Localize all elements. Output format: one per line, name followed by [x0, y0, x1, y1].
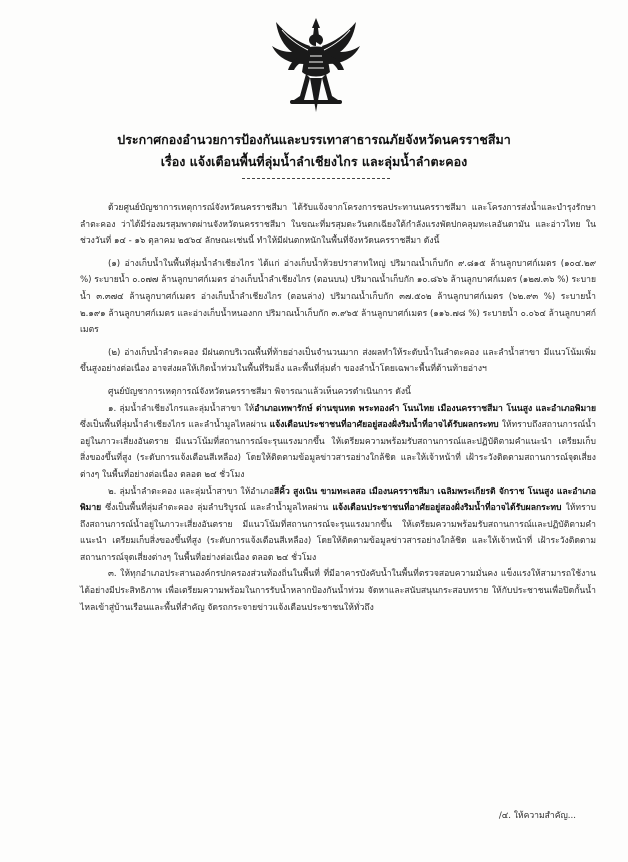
action-2-warning: แจ้งเตือนประชาชนที่อาศัยอยู่สองฝั่งริมน้ำที่อาจได้รับผลกระทบ	[332, 503, 562, 514]
action-2-lead: ๒. ลุ่มน้ำลำตะคอง และลุ่มน้ำสาขา ให้อำเภอ	[108, 486, 274, 497]
action-1-rest: ให้ทราบถึงสถานการณ์น้ำอยู่ในภาวะเสี่ยงอันตราย มีแนวโน้มที่สถานการณ์จะรุนแรงมากขึ้น ให้เตรียมความพร้อมรับสถานการณ์และปฏิบัติตามคำแนะนำ เตรียมเก็บสิ่งของขึ้นที่สูง (ระดับการแจ้งเตือนสีเหลือง) โดยให้ติดตามข้อมูลข่าวสารอย่างใกล้ชิด และให้เจ้าหน้าที่ เฝ้าระวังติดตามสถานการณ์จุดเสี่ยงต่างๆ ในพื้นที่อย่างต่อเนื่อง ตลอด ๒๔ ชั่วโมง	[80, 420, 596, 480]
action-2-mid: ซึ่งเป็นพื้นที่ลุ่มลำตะคอง ลุ่มลำบริบูรณ์ และลำน้ำมูลไหลผ่าน	[101, 503, 333, 514]
action-1-areas: อำเภอเทพารักษ์ ด่านขุนทด พระทองคำ โนนไทย เมืองนครราชสีมา โนนสูง และอำเภอพิมาย	[254, 403, 597, 414]
action-1-lead: ๑. ลุ่มน้ำลำเชียงไกรและลุ่มน้ำสาขา ให้	[108, 403, 255, 414]
continued-note: /๔. ให้ความสำคัญ...	[498, 811, 576, 821]
center-intro-paragraph: ศูนย์บัญชาการเหตุการณ์จังหวัดนครราชสีมา พิจารณาแล้วเห็นควรดำเนินการ ดังนี้	[108, 386, 411, 397]
document-body	[80, 200, 596, 616]
title-divider	[242, 178, 390, 179]
action-1-warning: แจ้งเตือนประชาชนที่อาศัยอยู่สองฝั่งริมน้ำที่อาจได้รับผลกระทบ	[269, 420, 499, 431]
action-1-paragraph	[80, 401, 596, 484]
action-3-paragraph: ๓. ให้ทุกอำเภอประสานองค์กรปกครองส่วนท้องถิ่นในพื้นที่ ที่มีอาคารบังคับน้ำในพื้นที่ตรวจสอบความมั่นคง แข็งแรงให้สามารถใช้งานได้อย่างมีประสิทธิภาพ เพื่อเตรียมความพร้อมในการรับน้ำหลากป้องกันน้ำท่วม จัดหาและสนับสนุนกระสอบทราย ให้กับประชาชนเพื่อปิดกั้นน้ำไหลเข้าสู่บ้านเรือนและพื้นที่สำคัญ จัดรถกระจายข่าวแจ้งเตือนประชาชนให้ทั่วถึง	[80, 569, 596, 613]
garuda-emblem-icon	[270, 16, 362, 116]
item-1-paragraph: (๑) อ่างเก็บน้ำในพื้นที่ลุ่มน้ำลำเชียงไกร ได้แก่ อ่างเก็บน้ำห้วยปราสาทใหญ่ ปริมาณน้ำเก็บกัก ๙.๘๑๕ ล้านลูกบาศก์เมตร (๑๐๔.๒๙ %) ระบายน้ำ ๐.๐๗๗ ล้านลูกบาศก์เมตร อ่างเก็บน้ำลำเชียงไกร (ตอนบน) ปริมาณน้ำเก็บกัก ๑๐.๘๖๖ ล้านลูกบาศก์เมตร (๑๒๗.๓๖ %) ระบายน้ำ ๓.๓๗๔ ล้านลูกบาศก์เมตร อ่างเก็บน้ำลำเชียงไกร (ตอนล่าง) ปริมาณน้ำเก็บกัก ๓๗.๕๐๒ ล้านลูกบาศก์เมตร (๖๒.๙๓ %) ระบายน้ำ ๒.๑๙๑ ล้านลูกบาศก์เมตร และอ่างเก็บน้ำหนองกก ปริมาณน้ำเก็บกัก ๓.๙๖๕ ล้านลูกบาศก์เมตร (๑๑๖.๗๘ %) ระบายน้ำ ๐.๐๖๔ ล้านลูกบาศก์เมตร	[80, 258, 596, 336]
action-2-areas: สีคิ้ว สูงเนิน ขามทะเลสอ เมืองนครราชสีมา เฉลิมพระเกียรติ จักราช โนนสูง และอำเภอพิมาย	[80, 486, 596, 514]
intro-paragraph: ด้วยศูนย์บัญชาการเหตุการณ์จังหวัดนครราชสีมา ได้รับแจ้งจากโครงการชลประทานนครราชสีมา และโครงการส่งน้ำและบำรุงรักษาลำตะคอง ว่าได้มีร่องมรสุมพาดผ่านจังหวัดนครราชสีมา ในขณะที่มรสุมตะวันตกเฉียงใต้กำลังแรงพัดปกคลุมทะเลอันดามัน และอ่าวไทย ในช่วงวันที่ ๑๔ - ๑๖ ตุลาคม ๒๕๖๔ ลักษณะเช่นนี้ ทำให้มีฝนตกหนักในพื้นที่จังหวัดนครราชสีมา ดังนี้	[80, 203, 596, 247]
document-subject: เรื่อง แจ้งเตือนพื้นที่ลุ่มน้ำลำเชียงไกร และลุ่มน้ำลำตะคอง	[160, 154, 468, 169]
action-1-mid: ซึ่งเป็นพื้นที่ลุ่มน้ำลำเชียงไกร และลำน้ำมูลไหลผ่าน	[80, 420, 270, 431]
document-title: ประกาศกองอำนวยการป้องกันและบรรเทาสาธารณภัยจังหวัดนครราชสีมา	[117, 132, 511, 147]
item-2-paragraph: (๒) อ่างเก็บน้ำลำตะคอง มีฝนตกบริเวณพื้นที่ท้ายอ่างเป็นจำนวนมาก ส่งผลทำให้ระดับน้ำในลำตะคอง และลำน้ำสาขา มีแนวโน้มเพิ่มขึ้นสูงอย่างต่อเนื่อง อาจส่งผลให้เกิดน้ำท่วมในพื้นที่ริมลิ่ง และพื้นที่ลุ่มต่ำ ของลำน้ำโดยเฉพาะพื้นที่ด้านท้ายอ่างฯ	[80, 347, 596, 375]
action-2-rest: ให้ทราบถึงสถานการณ์น้ำอยู่ในภาวะเสี่ยงอันตราย มีแนวโน้มที่สถานการณ์จะรุนแรงมากขึ้น ให้เตรียมความพร้อมรับสถานการณ์และปฏิบัติตามคำแนะนำ เตรียมเก็บสิ่งของขึ้นที่สูง (ระดับการแจ้งเตือนสีเหลือง) โดยให้ติดตามข้อมูลข่าวสารอย่างใกล้ชิด และให้เจ้าหน้าที่ เฝ้าระวังติดตามสถานการณ์จุดเสี่ยงต่างๆ ในพื้นที่อย่างต่อเนื่อง ตลอด ๒๔ ชั่วโมง	[80, 503, 596, 563]
action-2-paragraph	[80, 484, 596, 567]
